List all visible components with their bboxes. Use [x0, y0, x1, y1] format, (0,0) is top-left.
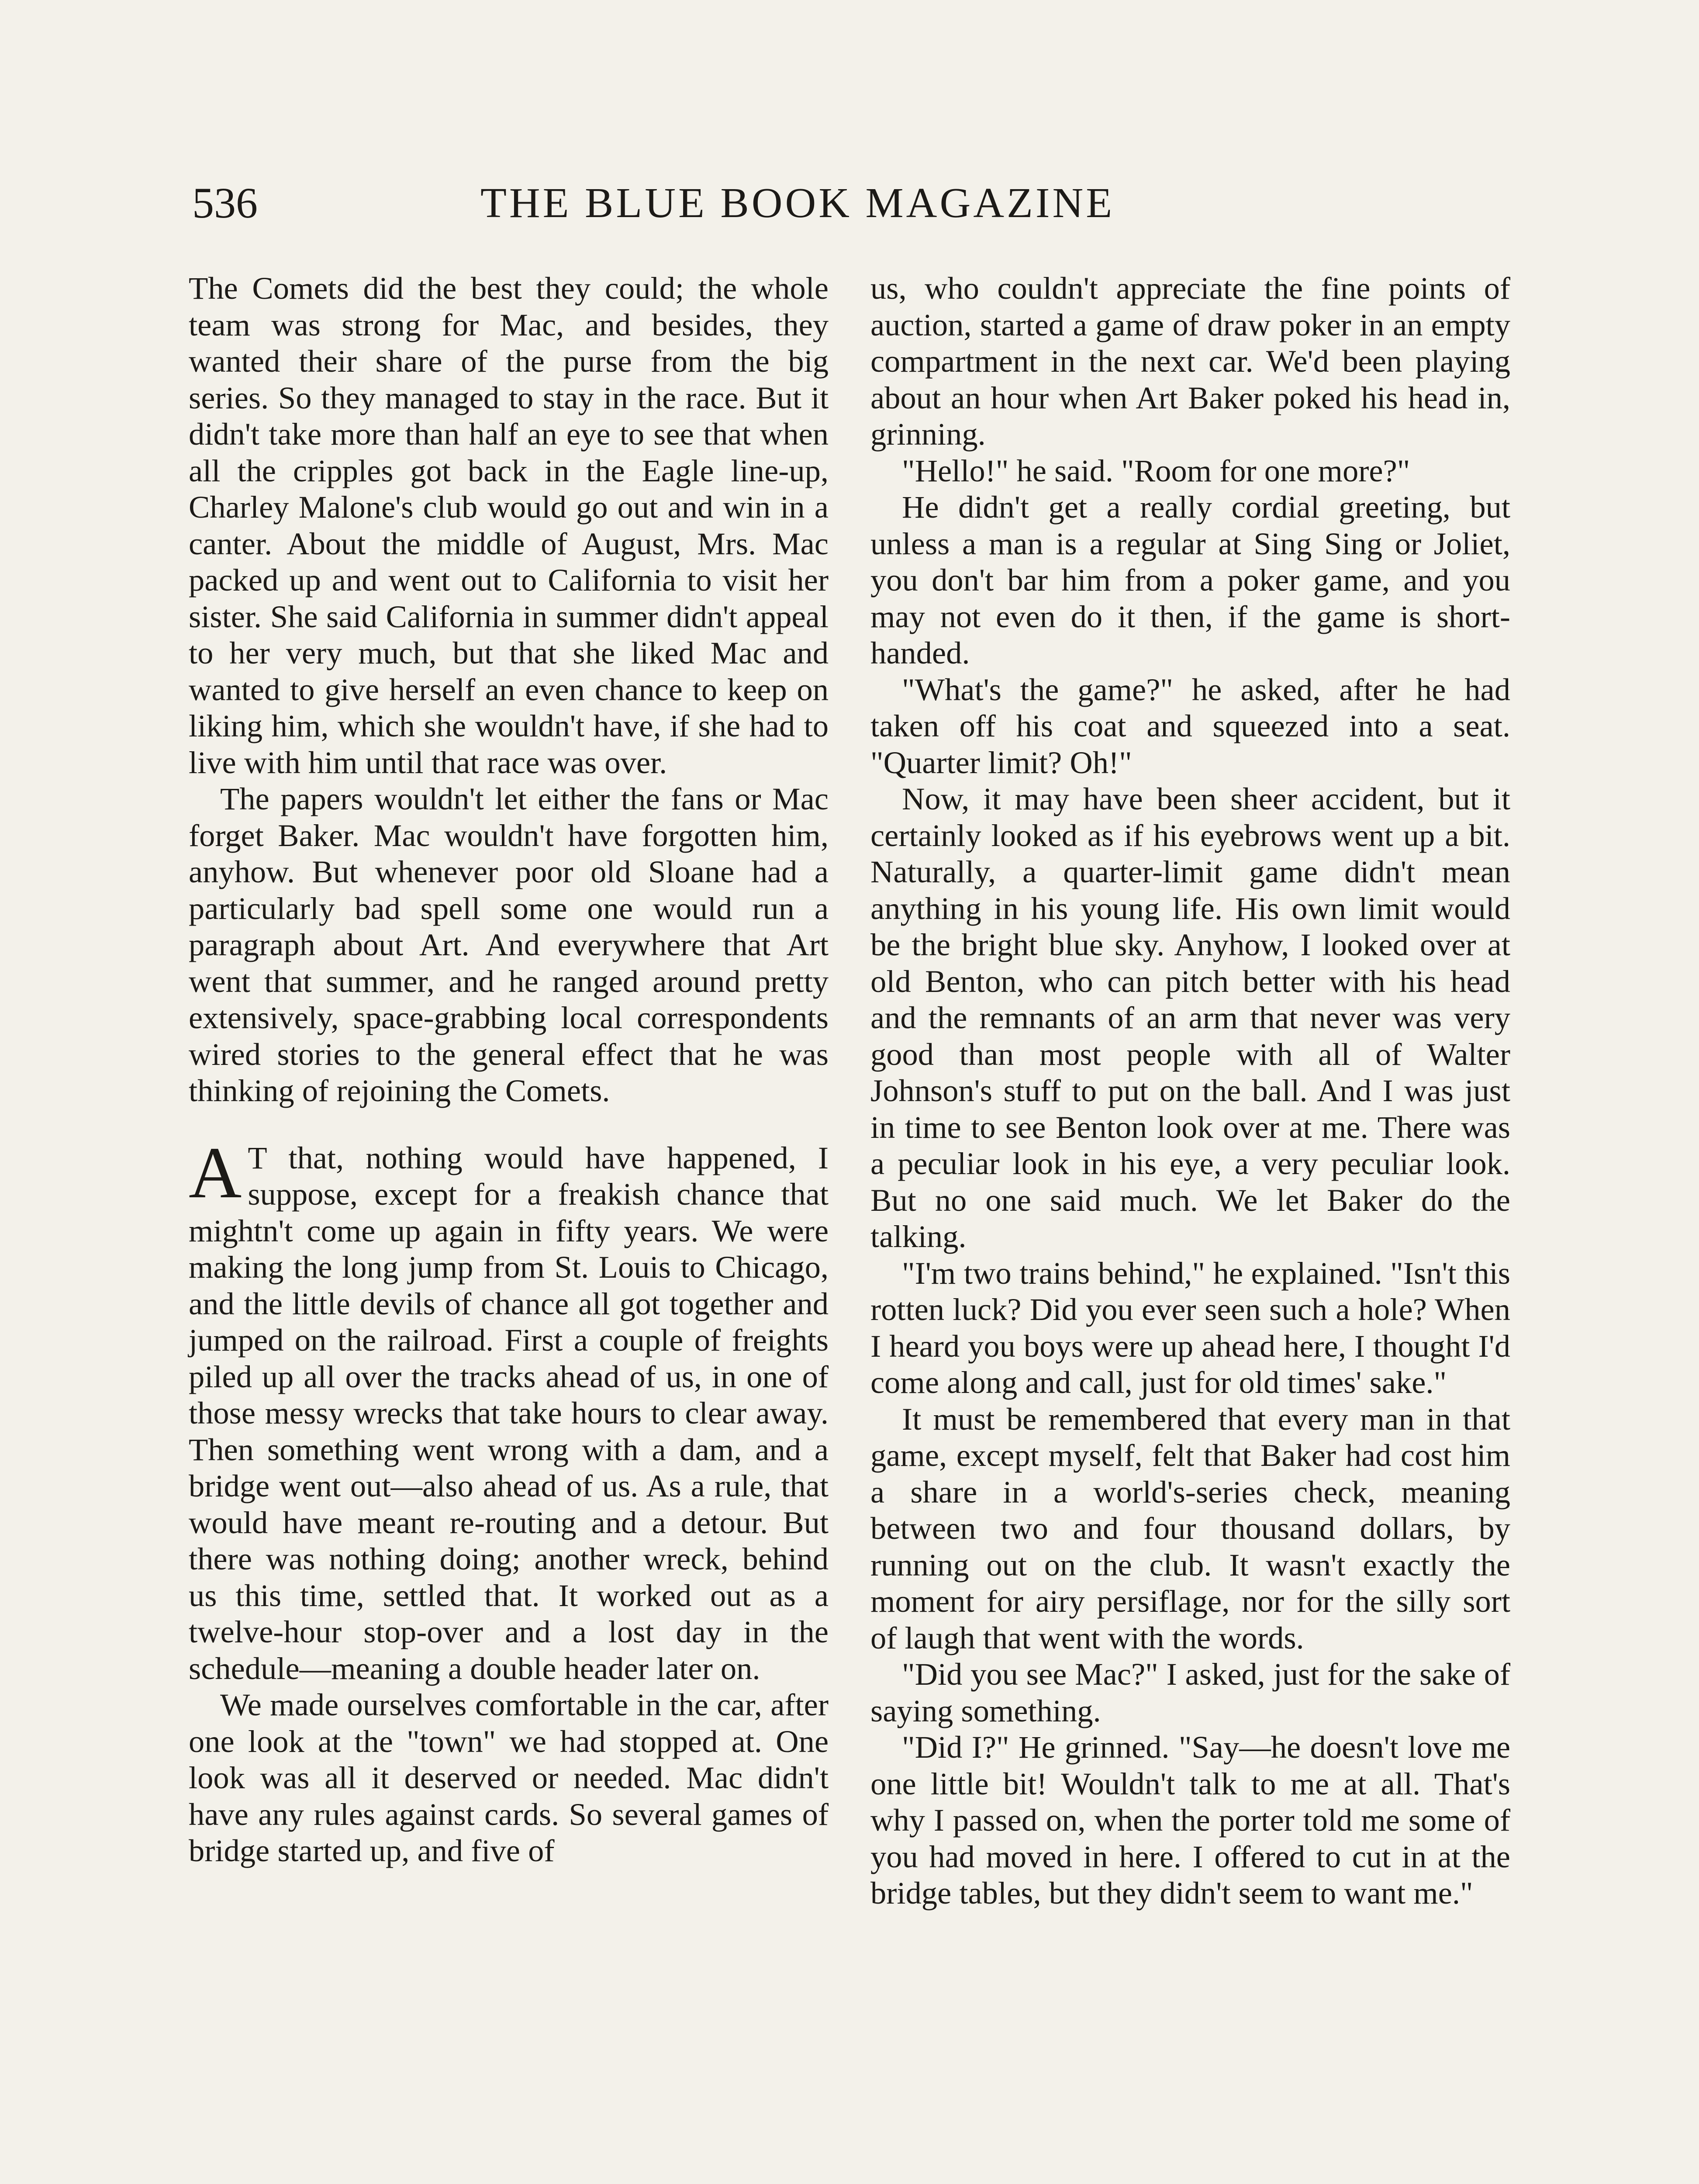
paragraph: "What's the game?" he asked, after he had taken off his coat and squeezed into a seat. "Quarter limit? Oh!"	[870, 671, 1510, 780]
paragraph: "I'm two trains behind," he explained. "Isn't this rotten luck? Did you ever seen such a hole? When I heard you boys were up ahead here, I thought I'd come along and call, just for old times' sake."	[870, 1255, 1510, 1400]
magazine-title: THE BLUE BOOK MAGAZINE	[480, 180, 1115, 227]
page-number: 536	[192, 179, 258, 227]
paragraph: "Did I?" He grinned. "Say—he doesn't love me one little bit! Wouldn't talk to me at all. That's why I passed on, when the porter told me some of you had moved in here. I offered to cut in at the bridge tables, but they didn't seem to want me."	[870, 1729, 1510, 1911]
right-column	[870, 270, 1510, 1911]
paragraph: The papers wouldn't let either the fans or Mac forget Baker. Mac wouldn't have forgotten him, anyhow. But whenever poor old Sloane had a particularly bad spell some one would run a paragraph about Art. And everywhere that Art went that summer, and he ranged around pretty extensively, space-grabbing local correspondents wired stories to the general effect that he was thinking of rejoining the Comets.	[189, 781, 829, 1108]
paragraph-text: T that, nothing would have happened, I suppose, except for a freakish chance that mightn't come up again in fifty years. We were making the long jump from St. Louis to Chicago, and the little devils of chance all got together and jumped on the railroad. First a couple of freights piled up all over the tracks ahead of us, in one of those messy wrecks that take hours to clear away. Then something went wrong with a dam, and a bridge went out—also ahead of us. As a rule, that would have meant re-routing and a detour. But there was nothing doing; another wreck, behind us this time, settled that. It worked out as a twelve-hour stop-over and a lost day in the schedule—meaning a double header later on.	[189, 1140, 829, 1686]
paragraph: "Did you see Mac?" I asked, just for the sake of saying something.	[870, 1656, 1510, 1728]
paragraph: Now, it may have been sheer accident, but it certainly looked as if his eyebrows went up a bit. Naturally, a quarter-limit game didn't mean anything in his young life. His own limit would be the bright blue sky. Anyhow, I looked over at old Benton, who can pitch better with his head and the remnants of an arm that never was very good than most people with all of Walter Johnson's stuff to put on the ball. And I was just in time to see Benton look over at me. There was a peculiar look in his eye, a very peculiar look. But no one said much. We let Baker do the talking.	[870, 781, 1510, 1254]
left-column	[189, 270, 829, 1869]
drop-cap: A	[189, 1132, 242, 1213]
paragraph: us, who couldn't appreciate the fine points of auction, started a game of draw poker in an empty compartment in the next car. We'd been playing about an hour when Art Baker poked his head in, grinning.	[870, 270, 1510, 452]
paragraph: It must be remembered that every man in that game, except myself, felt that Baker had cost him a share in a world's-series check, meaning between two and four thousand dollars, by running out on the club. It wasn't exactly the moment for airy persiflage, nor for the silly sort of laugh that went with the words.	[870, 1401, 1510, 1655]
paragraph: We made ourselves comfortable in the car, after one look at the "town" we had stopped at. One look was all it deserved or needed. Mac didn't have any rules against cards. So several games of bridge started up, and five of	[189, 1687, 829, 1868]
paragraph: He didn't get a really cordial greeting, but unless a man is a regular at Sing Sing or Joliet, you don't bar him from a poker game, and you may not even do it then, if the game is short-handed.	[870, 489, 1510, 670]
section-start-paragraph	[189, 1132, 829, 1687]
paragraph: "Hello!" he said. "Room for one more?"	[902, 453, 1410, 488]
page-header	[192, 173, 1219, 234]
paragraph: The Comets did the best they could; the whole team was strong for Mac, and besides, they wanted their share of the purse from the big series. So they managed to stay in the race. But it didn't take more than half an eye to see that when all the cripples got back in the Eagle line-up, Charley Malone's club would go out and win in a canter. About the middle of August, Mrs. Mac packed up and went out to California to visit her sister. She said California in summer didn't appeal to her very much, but that she liked Mac and wanted to give herself an even chance to keep on liking him, which she wouldn't have, if she had to live with him until that race was over.	[189, 270, 829, 780]
